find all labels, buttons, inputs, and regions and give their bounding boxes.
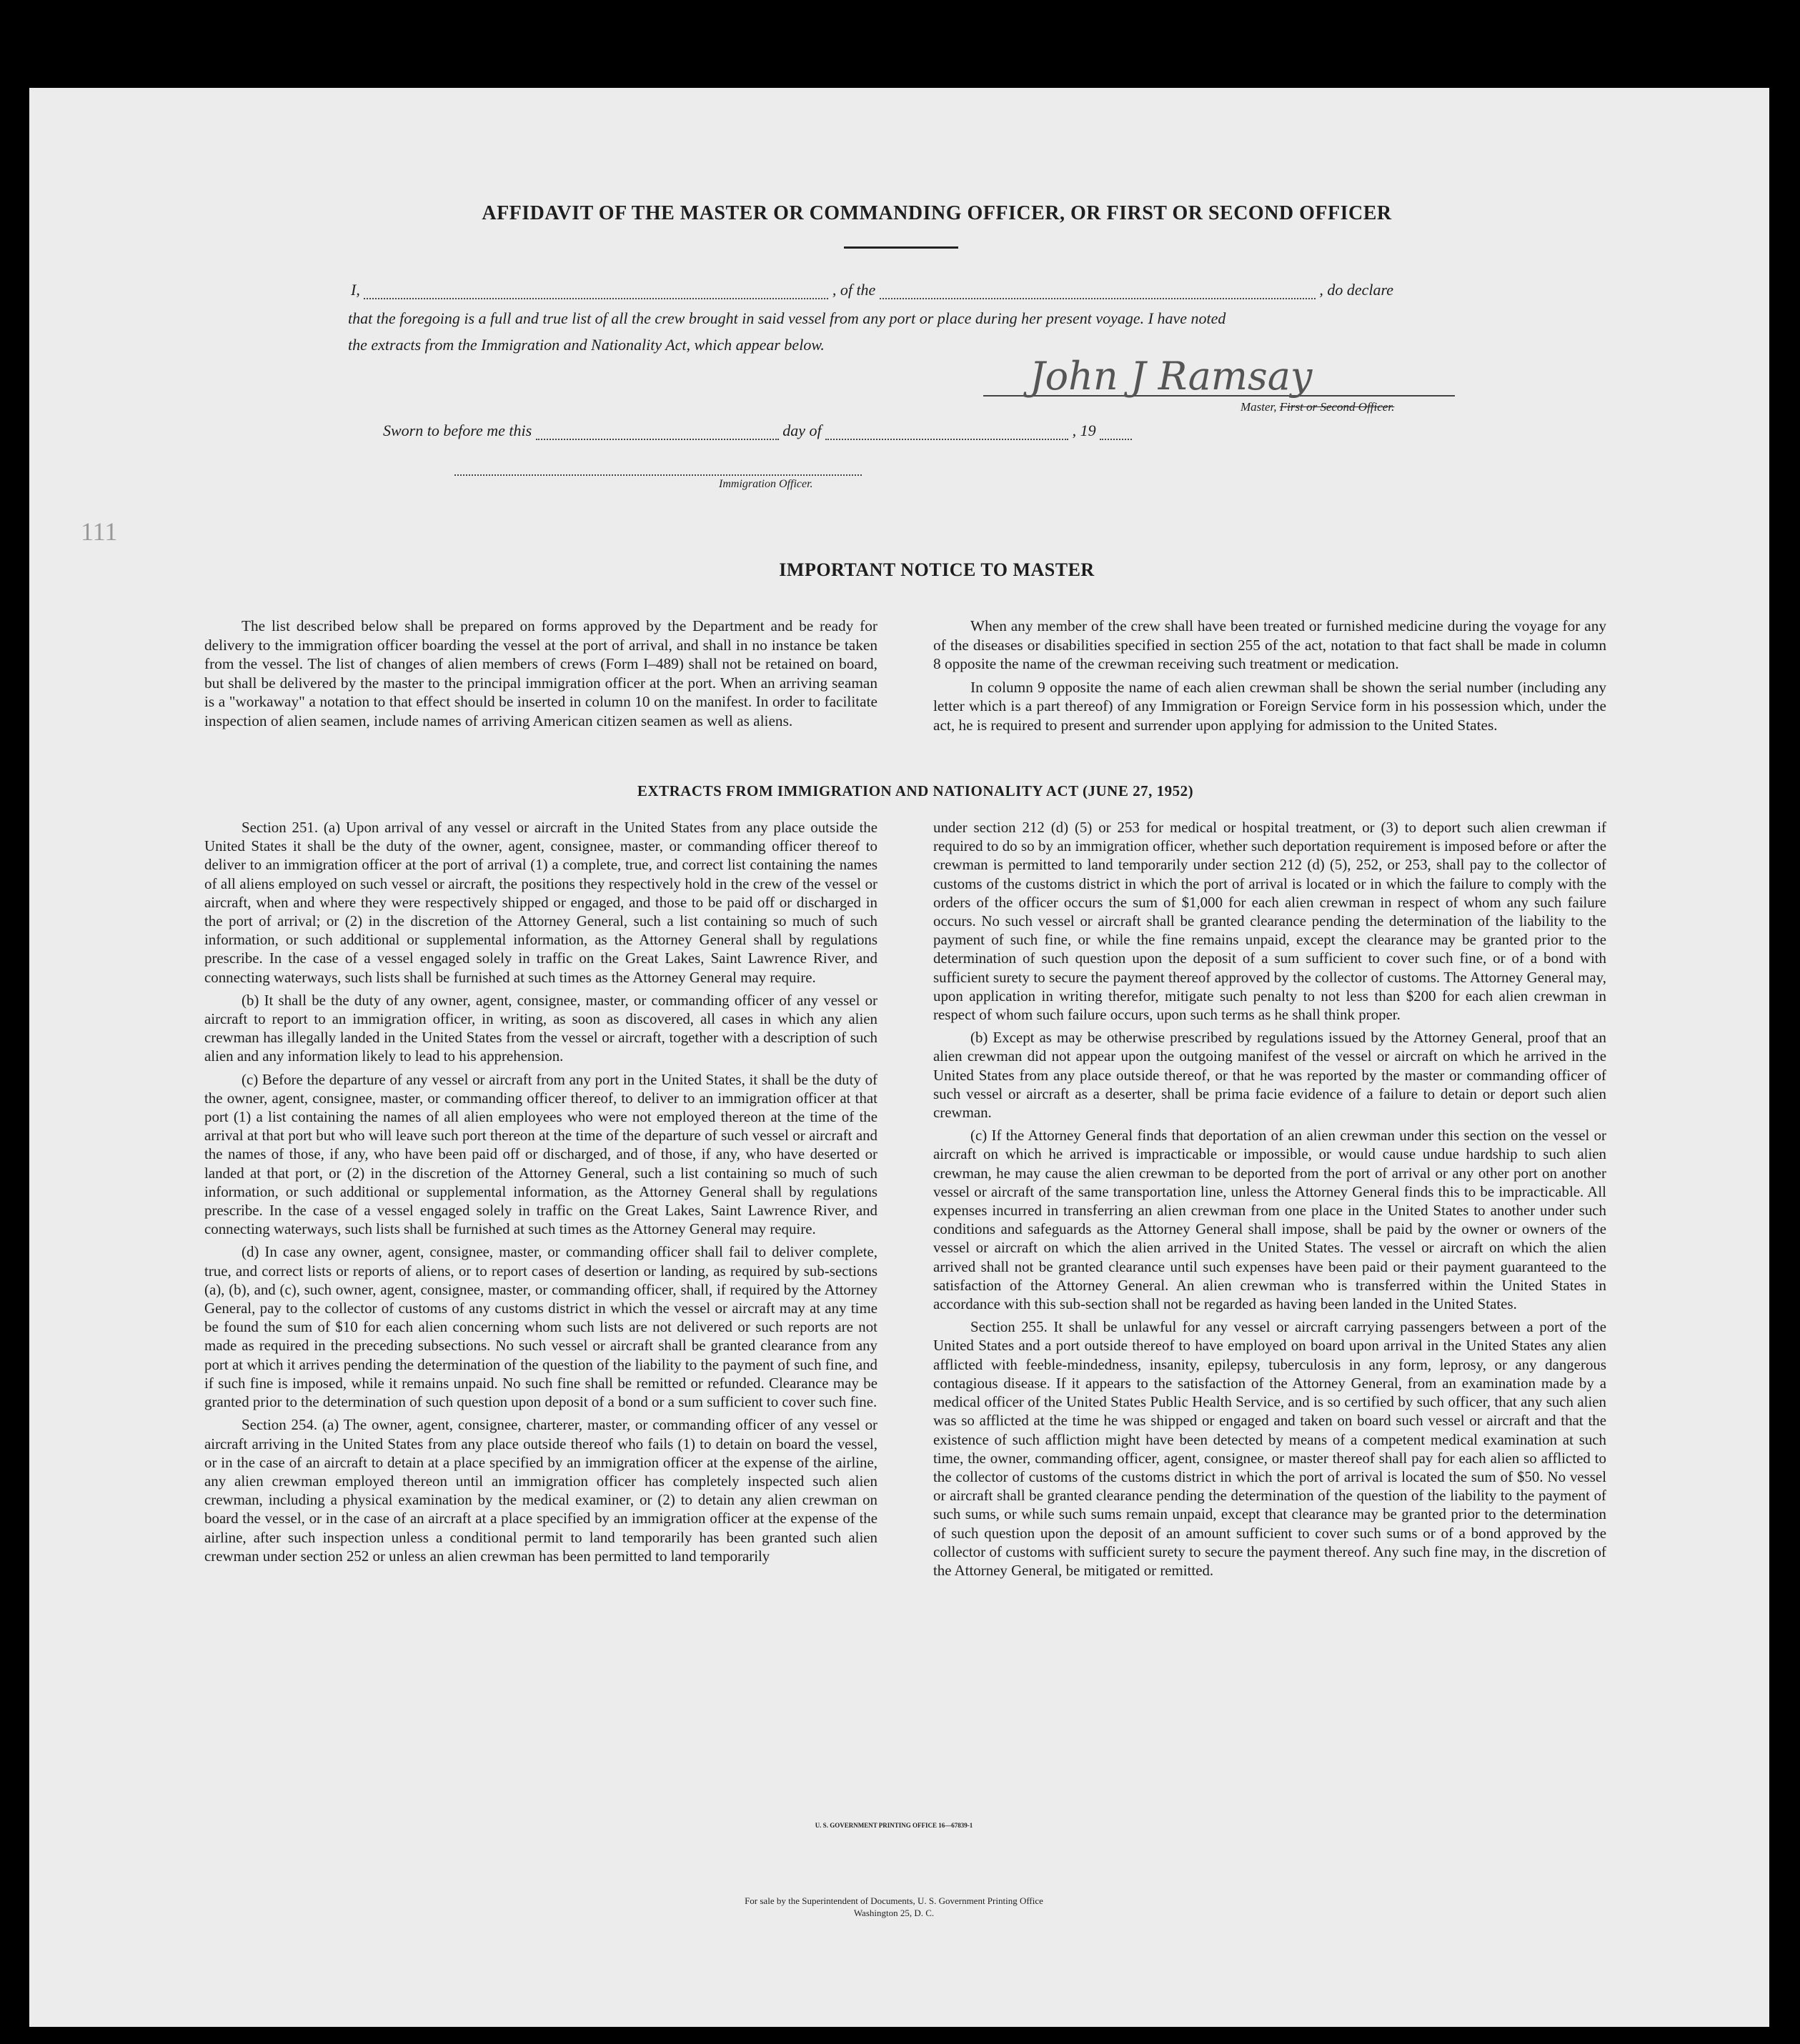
sworn-month-field[interactable] [825,426,1068,440]
year-label: , 19 [1072,422,1096,439]
section-254-a-cont: under section 212 (d) (5) or 253 for medical or hospital treatment, or (3) to deport such alien crewman if required to do so by an immigration officer, whether such deportation requirement is imposed before or after the crewman is permitted to land temporarily under section 212 (d) (5), 252, or 253, shall pay to the collector of customs of the customs district in which the port of arrival is located or in which the failure to comply with the orders of the officer occurs the sum of $1,000 for each alien crewman in respect of whom any such failure occurs. No such vessel or aircraft shall be granted clearance pending the determination of the liability to the payment of such fine, or while the fine remains unpaid, except the clearance may be granted prior to the determination of such question upon the deposit of a sum sufficient to cover such fine, or of a bond with sufficient surety to secure the payment thereof approved by the collector of customs. The Attorney General may, upon application in writing therefor, mitigate such penalty to not less than $200 for each alien crewman in respect of whom such failure occurs, upon such terms as he shall think proper. [933,819,1606,1024]
margin-number: 111 [81,517,118,546]
extracts-title: EXTRACTS FROM IMMIGRATION AND NATIONALITY ACT (JUNE 27, 1952) [637,782,1194,799]
section-254-b: (b) Except as may be otherwise prescribed by regulations issued by the Attorney General, proof that an alien crewman did not appear upon the outgoing manifest of the vessel or aircraft on which he arrived in the United States from any place outside thereof, or that he was reported by the master or commanding officer of such vessel or aircraft as a deserter, shall be prima facie evidence of a failure to detain or deport such alien crewman. [933,1029,1606,1122]
vessel-field[interactable] [880,285,1316,299]
notice-left-column [204,617,877,735]
section-251-a: Section 251. (a) Upon arrival of any vessel or aircraft in the United States from any place outside the United States it shall be the duty of the owner, agent, consignee, master, or commanding officer thereof to deliver to an immigration officer at the port of arrival (1) a complete, true, and correct list containing the names of all aliens employed on such vessel or aircraft, the positions they respectively hold in the crew of the vessel or aircraft, when and where they were respectively shipped or engaged, and those to be paid off or discharged in the port of arrival; or (2) in the discretion of the Attorney General, such a list containing so much of such information, or such additional or supplemental information, as the Attorney General shall by regulations prescribe. In the case of a vessel engaged solely in traffic on the Great Lakes, Saint Lawrence River, and connecting waterways, such lists shall be furnished at such times as the Attorney General may require. [204,819,877,986]
notice-right-column [933,617,1606,739]
of-the-label: , of the [832,281,876,299]
extracts-right-column [933,818,1606,1584]
extracts-left-column [204,818,877,1570]
sworn-label: Sworn to before me this [383,422,532,439]
declaration-fill-line [351,281,1494,299]
do-declare-label: , do declare [1319,281,1393,299]
section-251-d: (d) In case any owner, agent, consignee, master, or commanding officer shall fail to deliver complete, true, and correct lists or reports of aliens, or to report cases of desertion or landing, as required by sub-sections (a), (b), and (c), such owner, agent, consignee, master, or commanding officer, shall, if required by the Attorney General, pay to the collector of customs of any customs district in which the vessel or aircraft may at any time be found the sum of $10 for each alien concerning whom such lists are not delivered or such reports are not made as required in the preceding subsections. No such vessel or aircraft shall be granted clearance from any port at which it arrives pending the determination of the question of the liability to the payment of such fine, and if such fine is imposed, while it remains unpaid. No such fine shall be remitted or refunded. Clearance may be granted prior to the determination of such question upon deposit of a bond or a sum sufficient to cover such fine. [204,1243,877,1411]
day-of-label: day of [782,422,822,439]
immigration-officer-label: Immigration Officer. [719,478,813,490]
section-251-c: (c) Before the departure of any vessel or aircraft from any port in the United States, it shall be the duty of the owner, agent, consignee, master, or commanding officer thereof, to deliver to an immigration officer at that port (1) a list containing the names of all alien employees who were not employed thereon at the time of the arrival at that port but who will leave such port thereon at the time of the departure of such vessel or aircraft and the names of those, if any, who have been paid off or discharged, and of those, if any, who have deserted or landed at that port, or (2) in the discretion of the Attorney General, such a list containing so much of such information, or such additional or supplemental information, as the Attorney General shall by regulations prescribe. In the case of a vessel engaged solely in traffic on the Great Lakes, Saint Lawrence River, and connecting waterways, such lists shall be furnished at such times as the Attorney General may require. [204,1070,877,1238]
declaration-text-1: that the foregoing is a full and true list of all the crew brought in said vessel from any port or place during her present voyage. I have noted [348,309,1226,327]
section-255: Section 255. It shall be unlawful for any vessel or aircraft carrying passengers between a port of the United States and a port outside thereof to have employed on board upon arrival in the United States any alien afflicted with feeble-mindedness, insanity, epilepsy, tuberculosis in any form, leprosy, or any dangerous contagious disease. If it appears to the satisfaction of the Attorney General, from an examination made by a medical officer of the United States Public Health Service, and is so certified by such officer, that any such alien was so afflicted at the time he was shipped or engaged and taken on board such vessel or aircraft and that the existence of such affliction might have been detected by means of a competent medical examination at such time, the owner, commanding officer, agent, consignee, or master thereof shall pay for each alien so afflicted to the collector of customs of the customs district in which the port of arrival is located the sum of $50. No vessel or aircraft shall be granted clearance pending the determination of the question of the liability to the payment of such sums, or while such sums remain unpaid, except that clearance may be granted prior to the determination of such question upon the deposit of an amount sufficient to cover such sums or of a bond approved by the collector of customs with sufficient surety to secure the payment thereof. Any such fine may, in the discretion of the Attorney General, be mitigated or remitted. [933,1318,1606,1579]
section-254-a: Section 254. (a) The owner, agent, consignee, charterer, master, or commanding officer of any vessel or aircraft arriving in the United States from any place outside thereof who fails (1) to detain on board the vessel, or in the case of an aircraft to detain at a place specified by an immigration officer at the expense of the airline, any alien crewman employed thereon until an immigration officer has completely inspected such alien crewman, including a physical examination by the medical examiner, or (2) to detain any alien crewman on board the vessel, or in the case of an aircraft at a place specified by an immigration officer at the expense of the airline, after such inspection unless a conditional permit to land temporarily has been granted such alien crewman under section 252 or unless an alien crewman has been permitted to land temporarily [204,1416,877,1565]
section-251-b: (b) It shall be the duty of any owner, agent, consignee, master, or commanding officer of any vessel or aircraft to report to an immigration officer, in writing, as soon as discovered, all cases in which any alien crewman has illegally landed in the United States from the vessel or aircraft, together with a description of such alien and any information likely to lead to his apprehension. [204,991,877,1065]
notice-right-paragraph-1: When any member of the crew shall have been treated or furnished medicine during the voyage for any of the diseases or disabilities specified in section 255 of the act, notation to that fact shall be made in column 8 opposite the name of the crewman receiving such treatment or medication. [933,617,1606,673]
notice-left-paragraph: The list described below shall be prepared on forms approved by the Department and be ready for delivery to the immigration officer boarding the vessel at the port of arrival, and shall in no instance be taken from the vessel. The list of changes of alien members of crews (Form I–489) shall not be retained on board, but shall be delivered by the master to the principal immigration officer at the port. When an arriving seaman is a "workaway" a notation to that effect should be inserted in column 10 on the manifest. In order to facilitate inspection of alien seamen, include names of arriving American citizen seamen as well as aliens. [204,617,877,729]
affidavit-title: AFFIDAVIT OF THE MASTER OR COMMANDING OFFICER, OR FIRST OR SECOND OFFICER [482,202,1392,224]
sworn-day-field[interactable] [536,426,779,440]
master-signature: John J Ramsay [1030,354,1313,399]
signature-caption: Master, First or Second Officer. [1240,400,1395,414]
i-label: I, [351,281,360,299]
sworn-line [383,422,1240,440]
declaration-text-2: the extracts from the Immigration and Nationality Act, which appear below. [348,336,825,354]
sworn-year-field[interactable] [1100,426,1132,440]
name-field[interactable] [364,285,828,299]
form-page [29,88,1769,2027]
notice-title: IMPORTANT NOTICE TO MASTER [779,559,1095,580]
section-254-c: (c) If the Attorney General finds that deportation of an alien crewman under this section on the vessel or aircraft on which he arrived is impracticable or impossible, or would cause undue hardship to such alien crewman, he may cause the alien crewman to be deported from the port of arrival or any other port on another vessel or aircraft of the same transportation line, unless the Attorney General finds this to be impracticable. All expenses incurred in transferring an alien crewman from one place in the United States to another under such conditions and safeguards as the Attorney General shall impose, shall be paid by the owner or owners of the vessel or aircraft on which the alien arrived in the United States. The vessel or aircraft on which the alien arrived shall not be granted clearance until such expenses have been paid or their payment guaranteed to the satisfaction of the Attorney General. An alien crewman who is transferred within the United States in accordance with this sub-section shall not be regarded as having been landed in the United States. [933,1127,1606,1313]
notice-right-paragraph-2: In column 9 opposite the name of each alien crewman shall be shown the serial number (including any letter which is a part thereof) of any Immigration or Foreign Service form in his possession which, under the act, he is required to present and surrender upon applying for admission to the United States. [933,678,1606,734]
title-underline [844,246,958,249]
immigration-officer-line [454,474,862,476]
printing-office-line: U. S. GOVERNMENT PRINTING OFFICE 16—67839-1 [815,1822,973,1829]
sale-line-1: For sale by the Superintendent of Documents, U. S. Government Printing Office [745,1895,1043,1906]
sale-line-2: Washington 25, D. C. [853,1908,935,1918]
